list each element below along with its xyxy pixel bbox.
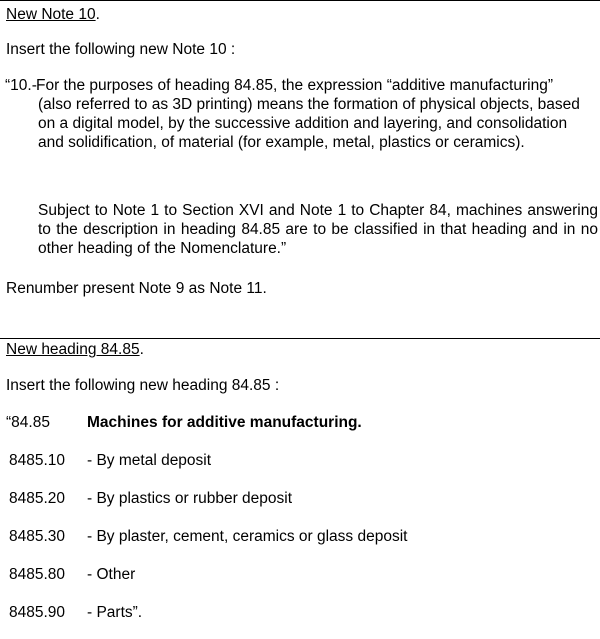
subheading-row: [0, 527, 600, 547]
note-instruction: Insert the following new Note 10 :: [6, 41, 236, 58]
subheading-desc: - Other: [87, 566, 136, 583]
subheading-row: [0, 451, 600, 471]
renumber-instruction: Renumber present Note 9 as Note 11.: [6, 280, 267, 297]
note-section-heading: [6, 5, 100, 24]
main-heading-code: “84.85: [6, 414, 50, 431]
subheading-row: [0, 565, 600, 585]
note-text: For the purposes of heading 84.85, the expression “additive manufacturing” (also referred to as 3D printing) means the formation of physical objects, based on a digital model, by the successive addition and layering, and consolidation and solidification, of material (for example, metal, plastics or ceramics).: [36, 77, 580, 151]
subheading-code: 8485.30: [9, 528, 66, 545]
subheading-code: 8485.80: [9, 566, 66, 583]
note-heading-suffix: .: [95, 6, 100, 23]
subheading-row: [0, 489, 600, 509]
subheading-code: 8485.10: [9, 452, 66, 469]
subheading-code: 8485.20: [9, 490, 66, 507]
new-heading-suffix: .: [139, 341, 144, 358]
heading-instruction: Insert the following new heading 84.85 :: [6, 377, 280, 394]
top-rule: [0, 0, 600, 1]
heading-section-heading: [6, 340, 144, 359]
new-heading-text: New heading 84.85: [6, 341, 140, 358]
subheading-desc: - By plastics or rubber deposit: [87, 490, 293, 507]
subheading-row: [0, 603, 600, 623]
main-heading-desc: Machines for additive manufacturing.: [87, 414, 362, 431]
main-heading-row: [0, 413, 600, 433]
note-number: “10.-: [5, 77, 37, 94]
subheading-desc: - Parts”.: [87, 604, 143, 621]
note-heading-text: New Note 10: [6, 6, 96, 23]
subheading-desc: - By metal deposit: [87, 452, 212, 469]
section-divider: [0, 338, 600, 339]
subheading-code: 8485.90: [9, 604, 66, 621]
subheading-desc: - By plaster, cement, ceramics or glass deposit: [87, 528, 408, 545]
note-text-2: Subject to Note 1 to Section XVI and Note 1 to Chapter 84, machines answering to the description in heading 84.85 are to be classified in that heading and in no other heading of the Nomenclature.”: [38, 202, 598, 257]
